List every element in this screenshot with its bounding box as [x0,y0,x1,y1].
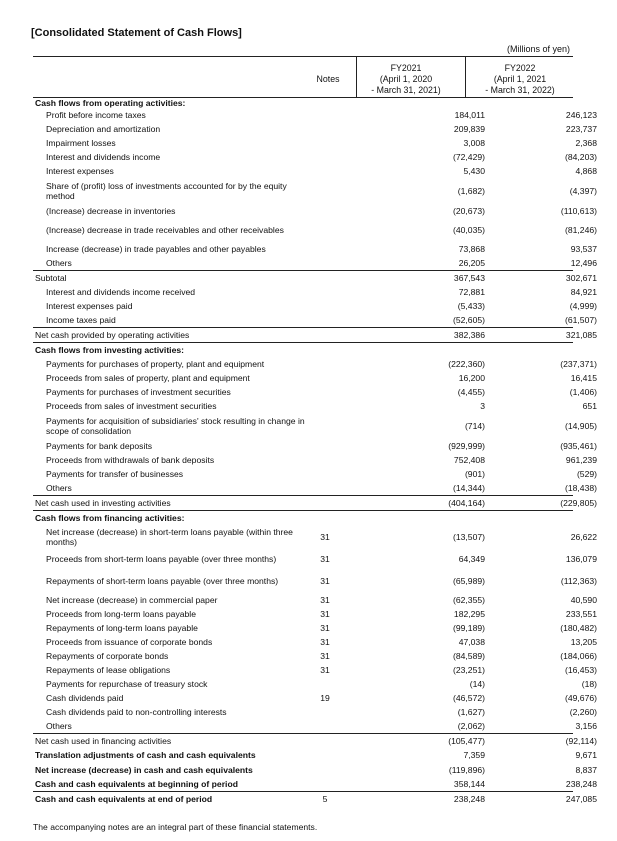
fy2022-value: 13,205 [570,637,597,647]
fy2022-value: (49,676) [564,693,597,703]
row-note: 31 [320,637,330,647]
table-row [33,592,597,607]
fy2022-value: 233,551 [565,609,597,619]
fy2021-value: 47,038 [458,637,485,647]
fy2021-value: (105,477) [448,736,485,746]
fy2021-value: (1,682) [457,186,485,196]
fy2022-value: (184,066) [560,651,597,661]
row-label: Others [46,721,72,731]
fy2021-value: (1,627) [457,707,485,717]
table-row [33,97,573,108]
fy2021-value: 182,295 [453,609,485,619]
table-row [33,705,597,719]
fy2021-value: (72,429) [452,152,485,162]
fy2021-value: 64,349 [458,554,485,564]
fy2022-value: (237,371) [560,359,597,369]
fy2022-value: (4,999) [569,301,597,311]
row-label: Cash and cash equivalents at beginning of period [35,779,238,789]
fy2021-value: 26,205 [458,258,485,268]
fy2021-value: 3,008 [463,138,485,148]
row-note: 19 [320,693,330,703]
fy2021-value: 16,200 [458,373,485,383]
row-label: Repayments of corporate bonds [46,651,169,661]
fy2022-value: (935,461) [560,440,597,451]
fy2022-value: 2,368 [575,138,597,148]
fy2022-value: (61,507) [564,315,597,325]
row-note: 31 [320,651,330,661]
row-label: Payments for transfer of businesses [46,469,184,479]
row-label: Cash flows from operating activities: [35,97,186,108]
row-label: Payments for repurchase of treasury stock [46,679,208,689]
fy2022-value: (16,453) [564,665,597,675]
table-row [33,204,597,218]
fy2022-value: (2,260) [569,707,597,717]
row-label: Impairment losses [46,138,116,148]
row-label: Repayments of short-term loans payable (over three months) [46,576,279,586]
row-label: Share of (profit) loss of investments accounted for by the equity method [46,181,287,201]
fy2022-value: 651 [582,401,597,411]
fy2021-value: (99,189) [452,623,485,633]
cash-flow-table [33,97,597,806]
fy2022-value: 4,868 [575,166,597,176]
fy2022-value: (84,203) [564,152,597,162]
row-note: 31 [320,665,330,675]
row-label: Net cash provided by operating activities [35,330,190,340]
row-label: Others [46,483,72,493]
table-row [33,510,573,525]
table-row [33,748,597,762]
fy2021-value: (14,344) [452,483,485,493]
fy2021-value: (23,251) [452,665,485,675]
row-label: Interest expenses [46,166,114,176]
table-row [33,663,597,677]
fy2021-value: (40,035) [452,224,485,235]
fy2021-value: (929,999) [448,440,485,451]
fy2021-value: (84,589) [452,651,485,661]
table-row [33,256,597,270]
row-label: Net increase (decrease) in short-term loans payable (within three months) [46,526,293,547]
row-label: Payments for purchases of property, plant and equipment [46,359,265,369]
row-note: 31 [320,554,330,564]
table-row [33,270,597,285]
fy2021-header-line: FY2021 [390,63,422,73]
fy2021-value: (65,989) [452,576,485,586]
row-note: 31 [320,623,330,633]
row-label: Net cash used in investing activities [35,498,171,508]
table-row [33,691,597,705]
row-note: 31 [320,609,330,619]
table-row [33,525,597,548]
table-row [33,136,597,150]
fy2022-value: 16,415 [570,373,597,383]
row-label: Proceeds from long-term loans payable [46,609,196,619]
fy2022-value: (4,397) [569,186,597,196]
table-row [33,481,597,495]
table-row [33,495,597,510]
row-label: Others [46,258,72,268]
table-row [33,413,597,438]
fy2022-value: 3,156 [575,721,597,731]
table-row [33,357,597,371]
row-label: Repayments of long-term loans payable [46,623,198,633]
row-label: Cash dividends paid [46,693,124,703]
fy2022-value: 961,239 [565,455,597,465]
fy2021-value: (2,062) [457,721,485,731]
fy2021-value: 3 [480,401,485,411]
table-row [33,570,597,592]
fy2022-value: 246,123 [565,110,597,120]
row-label: Proceeds from short-term loans payable (over three months) [46,554,277,564]
fy2022-value: (229,805) [560,498,597,508]
fy2022-value: (110,613) [560,206,597,216]
table-top-rule [33,56,573,57]
row-note: 31 [320,576,330,586]
row-label: Net increase (decrease) in commercial paper [46,594,218,605]
fy2021-value: 72,881 [458,287,485,297]
fy2022-header-line: FY2022 [504,63,536,73]
fy2022-value: 136,079 [565,554,597,564]
table-row [33,371,597,385]
table-row [33,733,597,748]
fy2021-header-line: - March 31, 2021) [371,85,441,95]
fy2022-value: (529) [576,469,597,479]
row-label: Proceeds from withdrawals of bank deposits [46,455,215,465]
row-label: Proceeds from issuance of corporate bonds [46,637,213,647]
table-row [33,164,597,178]
fy2021-value: 7,359 [463,750,485,760]
row-label: Cash flows from investing activities: [35,345,184,355]
table-row [33,438,597,453]
statement-title: [Consolidated Statement of Cash Flows] [31,27,242,39]
table-row [33,178,597,204]
fy2021-value: (46,572) [452,693,485,703]
table-row [33,649,597,663]
fy2022-value: 238,248 [565,779,597,789]
fy2021-value: (5,433) [457,301,485,311]
row-label: Proceeds from sales of investment securities [46,401,217,411]
fy2022-value: 321,085 [565,330,597,340]
row-label: Net cash used in financing activities [35,736,172,746]
fy2022-value: (112,363) [560,576,597,586]
fy2021-value: 184,011 [454,110,485,120]
fy2021-value: 209,839 [453,124,485,134]
unit-label: (Millions of yen) [506,44,570,54]
row-label: Proceeds from sales of property, plant and equipment [46,373,250,383]
table-row [33,150,597,164]
fy2021-column-header [352,63,460,96]
fy2021-value: 5,430 [463,166,485,176]
fy2021-value: 367,543 [453,273,485,283]
fy2022-value: 93,537 [570,243,597,254]
table-row [33,467,597,481]
table-row [33,777,597,791]
fy2022-column-header [466,63,574,96]
fy2021-value: (20,673) [452,206,485,216]
fy2022-value: (18) [581,679,597,689]
table-row [33,453,597,467]
row-label: Profit before income taxes [46,110,146,120]
row-label: Net increase (decrease) in cash and cash equivalents [35,764,253,775]
row-note: 31 [320,594,330,605]
table-row [33,285,597,299]
fy2022-value: 223,737 [565,124,597,134]
row-label: Interest and dividends income [46,152,161,162]
table-row [33,719,597,733]
fy2021-value: (714) [464,420,485,431]
fy2021-value: (13,507) [452,531,485,542]
table-row [33,327,597,342]
fy2022-header-line: (April 1, 2021 [493,74,547,84]
fy2022-value: 26,622 [570,531,597,542]
table-row [33,342,573,357]
fy2022-value: (92,114) [565,736,597,746]
row-label: Translation adjustments of cash and cash equivalents [35,750,256,760]
fy2021-value: (62,355) [452,594,485,605]
table-row [33,635,597,649]
table-row [33,241,597,256]
fy2021-value: (222,360) [448,359,485,369]
row-label: Income taxes paid [46,315,116,325]
notes-column-header: Notes [316,74,340,84]
fy2022-value: 84,921 [570,287,597,297]
fy2022-column-left-rule [465,56,466,97]
table-row [33,218,597,241]
fy2022-value: 9,671 [575,750,597,760]
fy2021-value: (119,896) [448,764,485,775]
fy2022-value: (1,406) [569,387,597,397]
row-label: Payments for acquisition of subsidiaries' stock resulting in change in scope of consolidation [46,415,305,436]
table-row [33,385,597,399]
table-row [33,762,597,777]
table-row [33,607,597,621]
row-label: Interest and dividends income received [46,287,196,297]
row-label: Cash flows from financing activities: [35,513,185,523]
row-label: Depreciation and amortization [46,124,161,134]
fy2022-value: (14,905) [564,420,597,431]
fy2021-value: (404,164) [448,498,485,508]
row-label: Increase (decrease) in trade payables and other payables [46,243,266,254]
row-label: (Increase) decrease in inventories [46,206,176,216]
table-row [33,399,597,413]
footer-note: The accompanying notes are an integral part of these financial statements. [33,822,318,832]
table-row [33,548,597,570]
row-note: 5 [322,794,328,804]
fy2022-value: 8,837 [575,764,597,775]
table-row [33,122,597,136]
fy2022-value: (180,482) [560,623,597,633]
fy2022-value: 12,496 [570,258,597,268]
table-row [33,108,597,122]
table-row [33,299,597,313]
fy2022-value: (81,246) [564,224,597,235]
fy2021-header-line: (April 1, 2020 [379,74,433,84]
fy2021-value: (14) [469,679,485,689]
row-label: Cash and cash equivalents at end of period [35,794,213,804]
row-label: (Increase) decrease in trade receivables and other receivables [46,224,284,235]
row-label: Repayments of lease obligations [46,665,171,675]
table-row [33,621,597,635]
row-label: Payments for bank deposits [46,440,153,451]
fy2021-value: 238,248 [453,794,485,804]
row-label: Interest expenses paid [46,301,133,311]
fy2021-value: (52,605) [452,315,485,325]
table-row [33,791,597,806]
fy2021-value: (901) [464,469,485,479]
row-label: Subtotal [35,273,67,283]
fy2022-value: 302,671 [565,273,597,283]
table-row [33,677,597,691]
row-note: 31 [320,531,330,542]
fy2022-value: 247,085 [565,794,597,804]
fy2022-value: (18,438) [564,483,597,493]
fy2021-value: 752,408 [453,455,485,465]
row-label: Cash dividends paid to non-controlling interests [46,707,227,717]
fy2021-value: 382,386 [453,330,485,340]
fy2021-column-left-rule [356,56,357,97]
row-label: Payments for purchases of investment securities [46,387,231,397]
fy2022-value: 40,590 [570,594,597,605]
fy2021-value: 358,144 [453,779,485,789]
fy2021-value: 73,868 [458,243,485,254]
table-row [33,313,597,327]
fy2022-header-line: - March 31, 2022) [485,85,555,95]
fy2021-value: (4,455) [457,387,485,397]
